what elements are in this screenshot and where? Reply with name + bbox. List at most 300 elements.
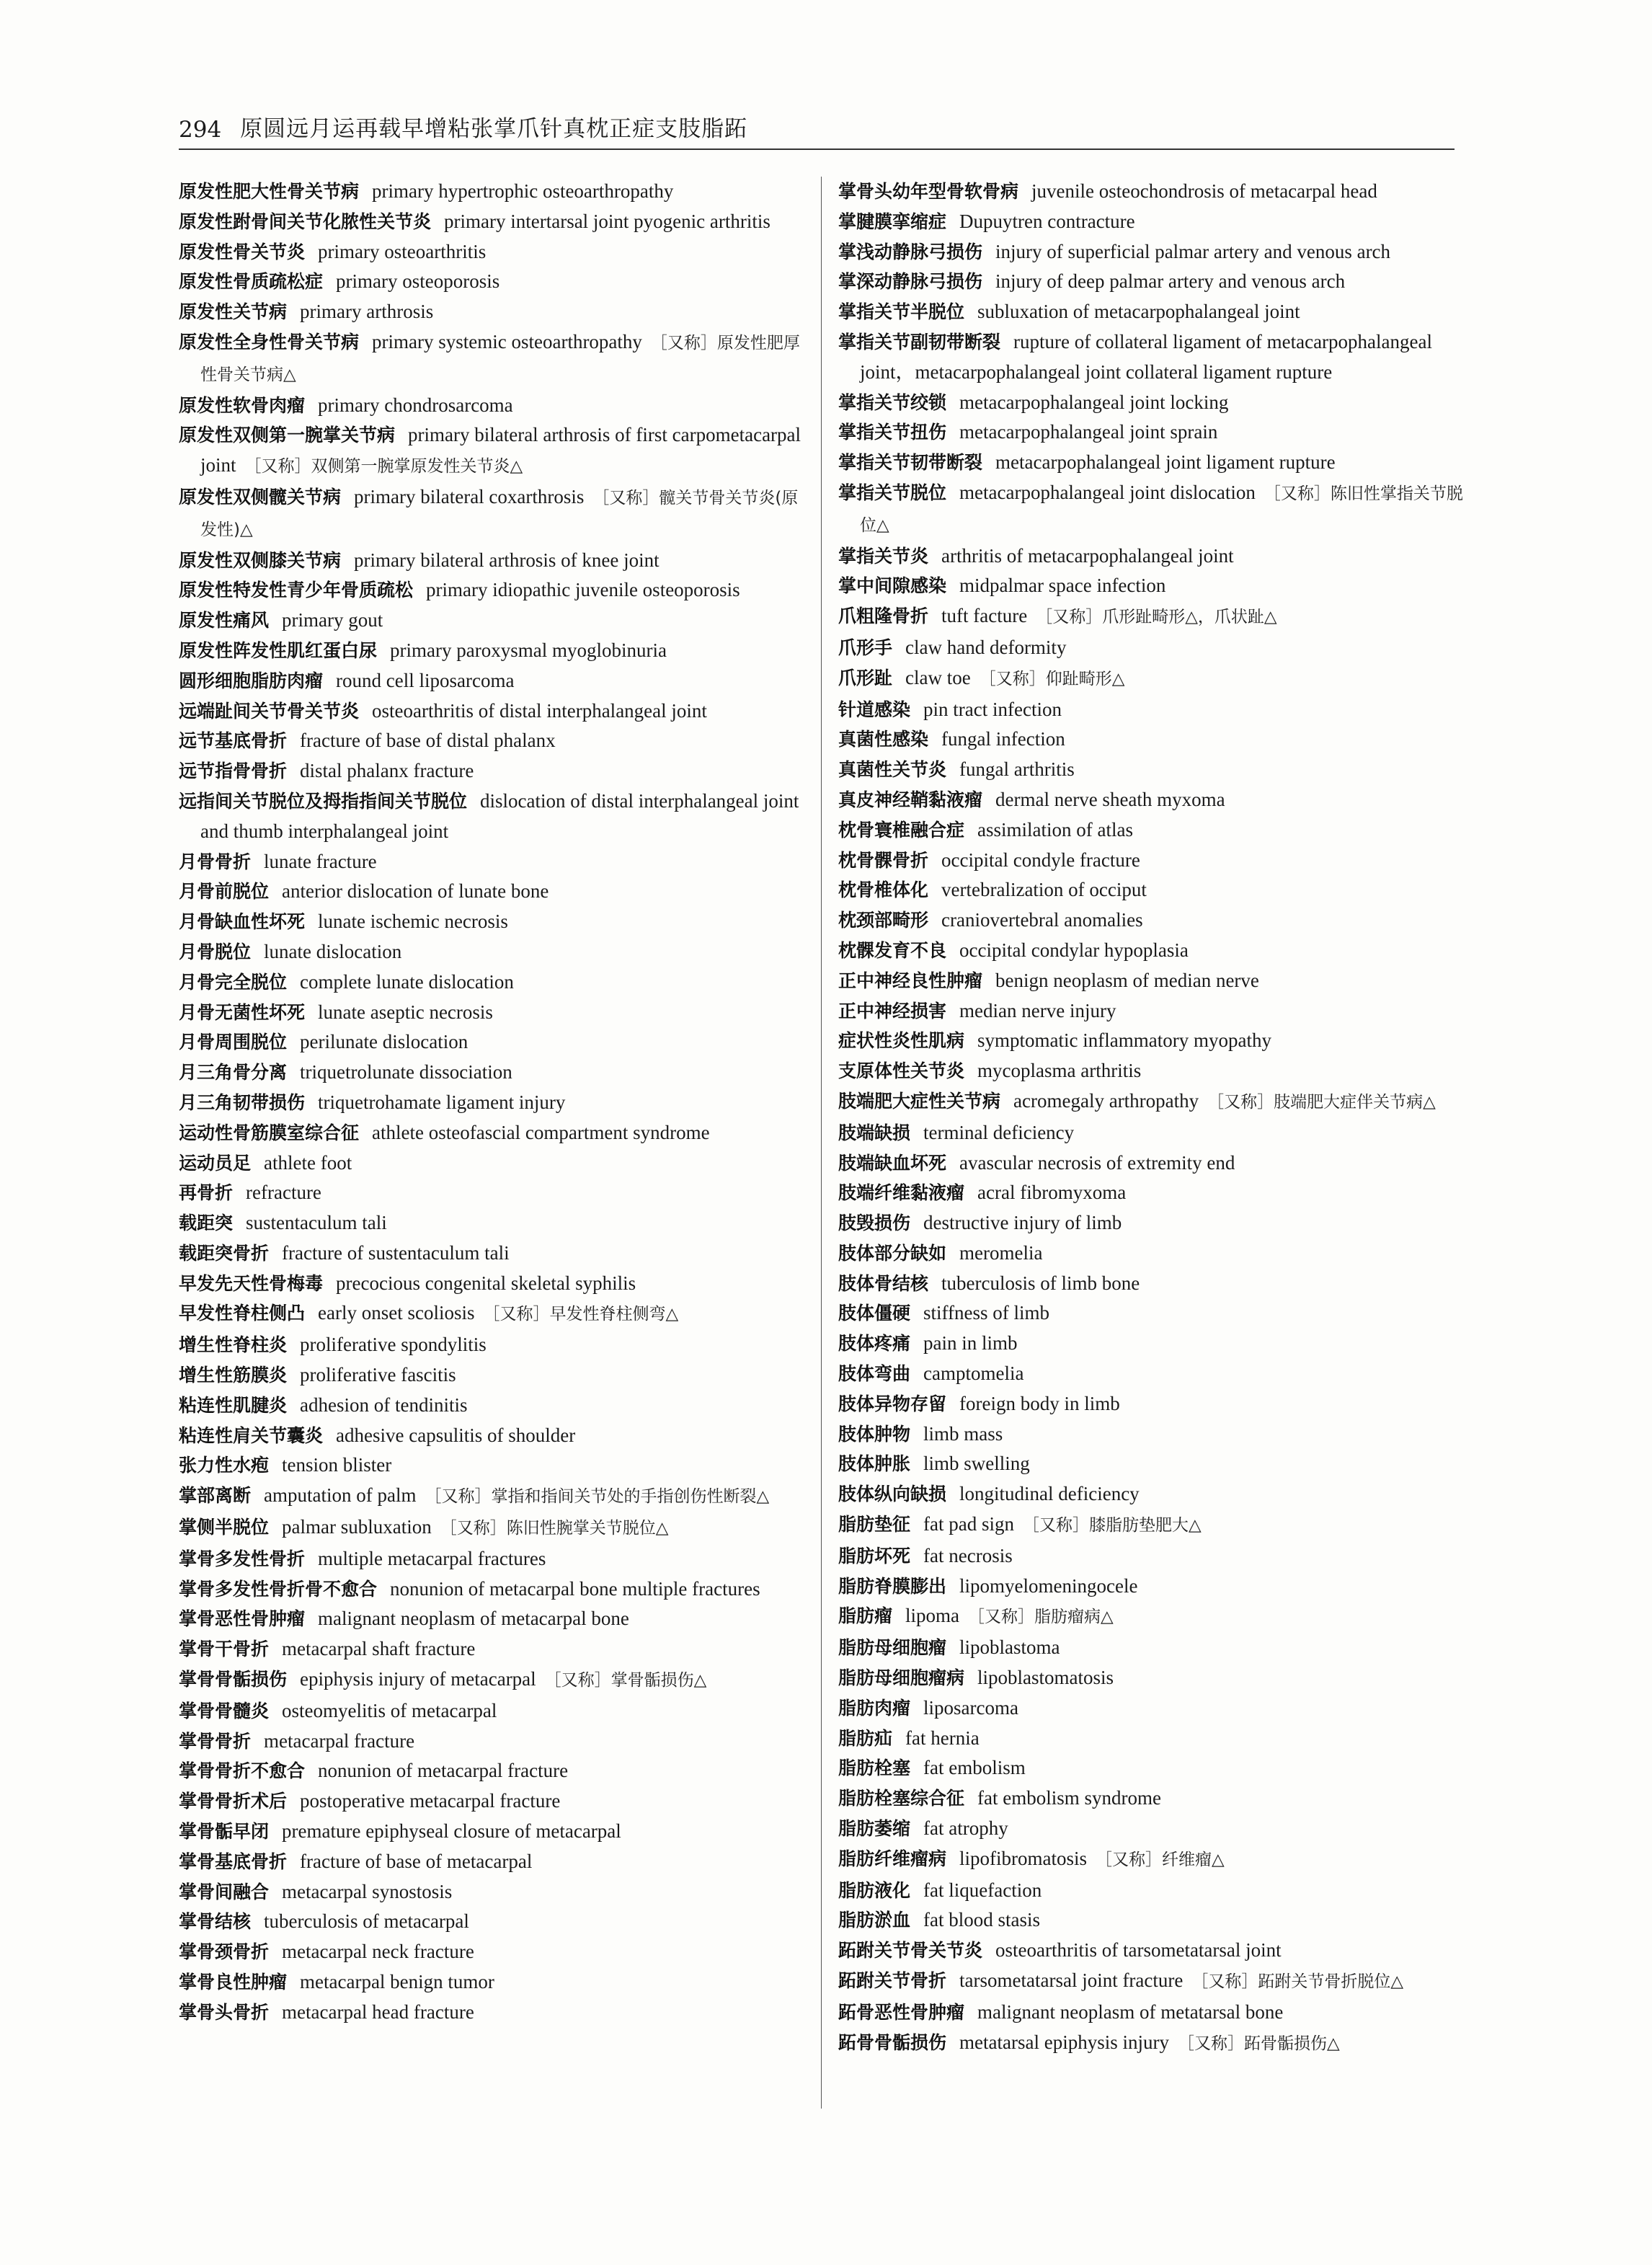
glossary-entry [179, 1907, 813, 1937]
term-english: osteoarthritis of tarsometatarsal joint [995, 1939, 1282, 1962]
term-english: fat pad sign [923, 1513, 1014, 1535]
term-english: craniovertebral anomalies [941, 909, 1143, 931]
term-english: round cell liposarcoma [336, 669, 515, 691]
glossary-entry [179, 546, 813, 576]
glossary-entry [838, 237, 1465, 267]
term-chinese: 跖骨恶性骨肿瘤 [838, 2001, 965, 2023]
glossary-entry [838, 695, 1465, 725]
term-english: adhesion of tendinitis [300, 1393, 468, 1416]
term-synonym-note: ［又称］膝脂肪垫肥大△ [1023, 1516, 1202, 1535]
term-chinese: 针道感染 [838, 699, 911, 720]
term-english: primary osteoarthritis [318, 240, 487, 262]
glossary-entry [838, 1936, 1465, 1966]
glossary-entry [838, 1693, 1465, 1724]
term-chinese: 掌骨头骨折 [179, 2001, 270, 2023]
term-english: athlete foot [264, 1151, 352, 1174]
glossary-entry [838, 1510, 1465, 1541]
glossary-entry [179, 998, 813, 1028]
glossary-entry [838, 1269, 1465, 1299]
term-chinese: 枕髁发育不良 [838, 939, 947, 961]
glossary-entry [179, 1088, 813, 1118]
glossary-entry [838, 875, 1465, 905]
term-chinese: 脂肪瘤 [838, 1605, 893, 1627]
glossary-entry [838, 1663, 1465, 1693]
term-chinese: 张力性水疱 [179, 1455, 270, 1476]
term-chinese: 掌浅动静脉弓损伤 [838, 241, 983, 262]
term-chinese: 掌骨基底骨折 [179, 1850, 288, 1872]
glossary-entry [179, 1118, 813, 1148]
term-english: early onset scoliosis [318, 1302, 475, 1324]
term-english: fracture of sustentaculum tali [282, 1241, 510, 1264]
term-english: stiffness of limb [923, 1302, 1050, 1324]
term-chinese: 掌骨多发性骨折 [179, 1548, 306, 1569]
term-chinese: 跖骨骨骺损伤 [838, 2031, 947, 2053]
term-english: primary bilateral arthrosis of first carpometacarpal joint [200, 424, 801, 477]
glossary-entry [838, 1178, 1465, 1208]
glossary-entry [179, 937, 813, 967]
term-chinese: 圆形细胞脂肪肉瘤 [179, 670, 324, 691]
term-chinese: 肢端缺血坏死 [838, 1152, 947, 1174]
glossary-entry [179, 907, 813, 937]
term-chinese: 脂肪纤维瘤病 [838, 1848, 947, 1869]
glossary-entry [179, 877, 813, 907]
term-english: multiple metacarpal fractures [318, 1547, 546, 1569]
term-chinese: 增生性脊柱炎 [179, 1334, 288, 1356]
term-chinese: 掌骨骨折不愈合 [179, 1760, 306, 1782]
term-synonym-note: ［又称］掌指和指间关节处的手指创伤性断裂△ [425, 1487, 770, 1507]
term-chinese: 枕骨椎体化 [838, 879, 929, 901]
term-chinese: 肢体骨结核 [838, 1272, 929, 1294]
term-chinese: 掌骨多发性骨折骨不愈合 [179, 1578, 378, 1600]
term-chinese: 脂肪母细胞瘤病 [838, 1667, 965, 1689]
term-synonym-note: ［又称］爪形趾畸形△，爪状趾△ [1036, 608, 1277, 627]
term-english: amputation of palm [264, 1484, 417, 1507]
glossary-entry [838, 1449, 1465, 1479]
term-chinese: 载距突 [179, 1213, 234, 1234]
term-chinese: 肢端纤维黏液瘤 [838, 1182, 965, 1204]
term-chinese: 掌指关节副韧带断裂 [838, 331, 1001, 353]
term-chinese: 月三角骨分离 [179, 1062, 288, 1083]
term-english: primary paroxysmal myoglobinuria [390, 639, 667, 661]
term-english: dermal nerve sheath myxoma [995, 788, 1225, 810]
term-synonym-note: ［又称］原发性肥厚性骨关节病△ [200, 333, 800, 384]
glossary-entry [179, 1269, 813, 1299]
term-english: primary chondrosarcoma [318, 394, 513, 416]
term-english: mycoplasma arthritis [977, 1060, 1142, 1082]
page-number: 294 [179, 117, 222, 143]
glossary-entry [179, 1481, 813, 1512]
page-header [179, 107, 1455, 150]
term-chinese: 原发性全身性骨关节病 [179, 331, 360, 353]
term-chinese: 运动性骨筋膜室综合征 [179, 1122, 360, 1143]
term-english: pain in limb [923, 1332, 1018, 1355]
term-chinese: 原发性双侧第一腕掌关节病 [179, 425, 396, 446]
term-english: lipoma [905, 1605, 960, 1627]
term-english: metacarpophalangeal joint locking [959, 391, 1229, 413]
glossary-entry [179, 1696, 813, 1727]
glossary-entry [179, 1604, 813, 1634]
glossary-entry [838, 1238, 1465, 1269]
term-english: meromelia [959, 1241, 1043, 1264]
term-chinese: 远指间关节脱位及拇指指间关节脱位 [179, 790, 468, 812]
term-english: complete lunate dislocation [300, 970, 514, 993]
term-english: injury of deep palmar artery and venous arch [995, 270, 1346, 293]
term-chinese: 肢端肥大症性关节病 [838, 1090, 1001, 1112]
glossary-entry [838, 1753, 1465, 1783]
term-chinese: 肢毁损伤 [838, 1213, 911, 1234]
glossary-entry [179, 1360, 813, 1391]
term-chinese: 载距突骨折 [179, 1242, 270, 1264]
glossary-entry [179, 847, 813, 877]
term-chinese: 肢体部分缺如 [838, 1242, 947, 1264]
term-chinese: 爪形趾 [838, 667, 893, 688]
glossary-entry [179, 1665, 813, 1696]
glossary-entry [838, 1208, 1465, 1238]
term-english: lunate ischemic necrosis [318, 910, 508, 933]
term-synonym-note: ［又称］仰趾畸形△ [979, 669, 1125, 688]
glossary-entry [179, 1208, 813, 1238]
glossary-entry [179, 666, 813, 696]
term-chinese: 掌骨间融合 [179, 1881, 270, 1902]
glossary-entry [838, 207, 1465, 237]
glossary-entry [838, 905, 1465, 936]
glossary-entry [838, 327, 1465, 388]
term-english: primary systemic osteoarthropathy [372, 330, 642, 353]
term-chinese: 月骨前脱位 [179, 881, 270, 903]
glossary-entry [179, 327, 813, 391]
term-chinese: 掌骨良性肿瘤 [179, 1972, 288, 1993]
glossary-entry [838, 1359, 1465, 1389]
term-english: primary osteoporosis [336, 270, 500, 293]
term-english: tuft facture [941, 605, 1028, 627]
term-chinese: 跖跗关节骨关节炎 [838, 1940, 983, 1962]
glossary-entry [179, 1178, 813, 1208]
term-chinese: 原发性痛风 [179, 610, 270, 631]
glossary-entry [838, 267, 1465, 297]
term-synonym-note: ［又称］跖骨骺损伤△ [1177, 2034, 1340, 2053]
term-chinese: 真菌性感染 [838, 729, 929, 750]
term-english: pin tract infection [923, 698, 1062, 720]
term-english: longitudinal deficiency [959, 1483, 1140, 1505]
glossary-entry [838, 388, 1465, 418]
glossary-entry [838, 1724, 1465, 1754]
glossary-entry [179, 606, 813, 636]
glossary-entry [838, 177, 1465, 207]
term-chinese: 真皮神经鞘黏液瘤 [838, 789, 983, 810]
glossary-entry [838, 1633, 1465, 1663]
glossary-entry [838, 1329, 1465, 1359]
term-chinese: 枕颈部畸形 [838, 910, 929, 931]
glossary-entry [838, 1419, 1465, 1450]
term-chinese: 掌指关节炎 [838, 545, 929, 567]
glossary-entry [179, 1967, 813, 1998]
term-chinese: 脂肪液化 [838, 1879, 911, 1901]
term-english: refracture [246, 1182, 321, 1204]
term-chinese: 掌指关节扭伤 [838, 422, 947, 443]
term-english: palmar subluxation [282, 1516, 432, 1538]
term-chinese: 原发性骨关节炎 [179, 241, 306, 262]
term-english: claw hand deformity [905, 636, 1067, 658]
term-english: midpalmar space infection [959, 575, 1166, 597]
glossary-entry [179, 1450, 813, 1481]
glossary-entry [838, 996, 1465, 1027]
glossary-entry [179, 1937, 813, 1967]
term-english: fat necrosis [923, 1544, 1013, 1566]
term-english: anterior dislocation of lunate bone [282, 880, 549, 903]
term-english: osteoarthritis of distal interphalangeal joint [372, 699, 707, 722]
left-column [179, 177, 813, 2028]
term-english: rupture of collateral ligament of metacarpophalangeal joint，metacarpophalangeal joint collateral ligament rupture [860, 330, 1432, 383]
glossary-entry [179, 1756, 813, 1786]
term-english: premature epiphyseal closure of metacarpal [282, 1820, 621, 1843]
glossary-entry [838, 1479, 1465, 1510]
term-english: juvenile osteochondrosis of metacarpal head [1031, 180, 1377, 202]
term-chinese: 掌骨骨折术后 [179, 1791, 288, 1812]
term-chinese: 月骨骨折 [179, 851, 252, 872]
term-english: median nerve injury [959, 999, 1116, 1021]
glossary-entry [179, 1634, 813, 1665]
glossary-entry [179, 1817, 813, 1847]
term-english: primary intertarsal joint pyogenic arthritis [444, 210, 771, 232]
term-english: primary bilateral coxarthrosis [354, 485, 585, 507]
glossary-entry [838, 1572, 1465, 1602]
term-english: foreign body in limb [959, 1392, 1120, 1414]
glossary-entry [838, 478, 1465, 541]
glossary-entry [838, 1298, 1465, 1329]
term-chinese: 跖跗关节骨折 [838, 1970, 947, 1992]
term-synonym-note: ［又称］双侧第一腕掌原发性关节炎△ [244, 457, 523, 477]
term-chinese: 原发性阵发性肌红蛋白尿 [179, 639, 378, 661]
glossary-entry [838, 1026, 1465, 1056]
term-english: lipoblastoma [959, 1636, 1060, 1659]
glossary-entry [179, 1998, 813, 2028]
term-english: vertebralization of occiput [941, 879, 1147, 901]
term-chinese: 脂肪肉瘤 [838, 1697, 911, 1719]
term-chinese: 原发性肥大性骨关节病 [179, 181, 360, 202]
term-english: postoperative metacarpal fracture [300, 1790, 561, 1812]
term-english: lunate aseptic necrosis [318, 1001, 493, 1023]
glossary-entry [838, 1966, 1465, 1998]
glossary-entry [838, 541, 1465, 572]
term-chinese: 脂肪栓塞综合征 [838, 1788, 965, 1809]
term-chinese: 月三角韧带损伤 [179, 1091, 306, 1113]
term-chinese: 运动员足 [179, 1152, 252, 1174]
glossary-entry [179, 636, 813, 666]
glossary-entry [838, 1118, 1465, 1148]
glossary-entry [838, 1783, 1465, 1814]
term-english: acral fibromyxoma [977, 1182, 1127, 1204]
glossary-entry [179, 1330, 813, 1360]
term-english: fungal arthritis [959, 758, 1075, 781]
glossary-entry [179, 1512, 813, 1544]
term-chinese: 原发性软骨肉瘤 [179, 394, 306, 416]
term-chinese: 爪形手 [838, 637, 893, 658]
term-chinese: 枕骨寰椎融合症 [838, 819, 965, 841]
term-english: primary gout [282, 609, 383, 631]
column-divider [821, 177, 822, 2109]
term-english: malignant neoplasm of metatarsal bone [977, 2000, 1284, 2023]
glossary-entry [838, 815, 1465, 846]
running-title: 原圆远月运再载早增粘张掌爪针真枕正症支肢脂跖 [240, 116, 748, 142]
term-chinese: 掌骨骨骺损伤 [179, 1669, 288, 1690]
term-english: lipoblastomatosis [977, 1667, 1114, 1689]
term-chinese: 脂肪垫征 [838, 1514, 911, 1535]
term-chinese: 脂肪脊膜膨出 [838, 1575, 947, 1597]
term-english: sustentaculum tali [246, 1212, 387, 1234]
term-chinese: 掌骨恶性骨肿瘤 [179, 1608, 306, 1630]
term-english: fat blood stasis [923, 1909, 1041, 1931]
term-chinese: 掌腱膜挛缩症 [838, 210, 947, 232]
term-chinese: 原发性跗骨间关节化脓性关节炎 [179, 210, 432, 232]
term-chinese: 掌指关节绞锁 [838, 391, 947, 413]
glossary-entry [838, 2028, 1465, 2060]
right-column [838, 177, 1465, 2059]
glossary-entry [179, 726, 813, 756]
glossary-entry [838, 1148, 1465, 1179]
term-chinese: 掌骨骨髓炎 [179, 1700, 270, 1721]
glossary-entry [838, 297, 1465, 327]
term-chinese: 枕骨髁骨折 [838, 849, 929, 871]
term-english: osteomyelitis of metacarpal [282, 1699, 497, 1721]
term-synonym-note: ［又称］髋关节骨关节炎(原发性)△ [200, 488, 799, 539]
glossary-entry [838, 1389, 1465, 1419]
glossary-entry [179, 786, 813, 847]
term-chinese: 肢体弯曲 [838, 1363, 911, 1385]
term-english: primary bilateral arthrosis of knee joint [354, 549, 660, 571]
term-chinese: 肢体僵硬 [838, 1303, 911, 1324]
term-english: tarsometatarsal joint fracture [959, 1969, 1184, 1992]
term-synonym-note: ［又称］脂肪瘤病△ [968, 1608, 1114, 1627]
term-chinese: 原发性双侧膝关节病 [179, 549, 342, 571]
term-english: fracture of base of distal phalanx [300, 730, 556, 752]
term-english: assimilation of atlas [977, 818, 1133, 841]
term-chinese: 月骨完全脱位 [179, 971, 288, 993]
term-english: metacarpal neck fracture [282, 1941, 474, 1963]
term-chinese: 增生性筋膜炎 [179, 1365, 288, 1386]
glossary-entry [838, 1876, 1465, 1906]
term-english: claw toe [905, 666, 971, 688]
term-english: primary hypertrophic osteoarthropathy [372, 180, 674, 202]
term-chinese: 远端趾间关节骨关节炎 [179, 700, 360, 722]
term-english: liposarcoma [923, 1696, 1018, 1719]
term-synonym-note: ［又称］纤维瘤△ [1096, 1850, 1225, 1869]
term-english: occipital condylar hypoplasia [959, 939, 1189, 961]
term-english: proliferative spondylitis [300, 1334, 487, 1356]
term-english: distal phalanx fracture [300, 760, 474, 782]
term-chinese: 脂肪萎缩 [838, 1818, 911, 1840]
term-english: fat hernia [905, 1727, 980, 1749]
term-synonym-note: ［又称］陈旧性腕掌关节脱位△ [440, 1519, 669, 1538]
glossary-entry [838, 1998, 1465, 2028]
term-chinese: 掌骨颈骨折 [179, 1941, 270, 1963]
term-english: injury of superficial palmar artery and venous arch [995, 240, 1391, 262]
glossary-entry [179, 391, 813, 421]
term-chinese: 正中神经损害 [838, 1000, 947, 1021]
glossary-entry [179, 297, 813, 327]
term-english: lipofibromatosis [959, 1847, 1088, 1869]
glossary-entry [838, 1844, 1465, 1876]
glossary-entry [838, 1905, 1465, 1936]
glossary-entry [179, 1877, 813, 1907]
glossary-entry [179, 482, 813, 546]
term-chinese: 掌指关节韧带断裂 [838, 452, 983, 474]
glossary-entry [179, 1298, 813, 1330]
term-chinese: 再骨折 [179, 1182, 234, 1204]
term-english: metacarpophalangeal joint dislocation [959, 481, 1256, 503]
term-synonym-note: ［又称］跖跗关节骨折脱位△ [1191, 1972, 1404, 1992]
term-chinese: 原发性双侧髋关节病 [179, 486, 342, 507]
term-english: limb swelling [923, 1453, 1030, 1475]
term-english: occipital condyle fracture [941, 848, 1140, 871]
term-english: malignant neoplasm of metacarpal bone [318, 1608, 629, 1630]
term-english: primary arthrosis [300, 301, 434, 323]
term-chinese: 原发性特发性青少年骨质疏松 [179, 580, 414, 601]
term-english: acromegaly arthropathy [1013, 1089, 1199, 1112]
glossary-entry [179, 1574, 813, 1605]
term-english: arthritis of metacarpophalangeal joint [941, 544, 1234, 567]
glossary-entry [179, 1847, 813, 1877]
term-chinese: 爪粗隆骨折 [838, 606, 929, 627]
glossary-entry [838, 571, 1465, 601]
glossary-entry [179, 237, 813, 267]
term-chinese: 脂肪淤血 [838, 1910, 911, 1931]
term-english: metacarpal shaft fracture [282, 1638, 476, 1660]
glossary-entry [838, 633, 1465, 663]
term-chinese: 肢体纵向缺损 [838, 1484, 947, 1505]
term-chinese: 肢体异物存留 [838, 1393, 947, 1414]
term-chinese: 掌指关节脱位 [838, 482, 947, 503]
term-english: metacarpal synostosis [282, 1880, 453, 1902]
term-english: primary idiopathic juvenile osteoporosis [426, 579, 740, 601]
term-english: benign neoplasm of median nerve [995, 969, 1259, 991]
term-english: nonunion of metacarpal bone multiple fractures [390, 1577, 760, 1600]
term-english: metacarpophalangeal joint sprain [959, 421, 1218, 443]
glossary-entry [179, 1058, 813, 1088]
term-english: lipomyelomeningocele [959, 1574, 1138, 1597]
glossary-entry [838, 601, 1465, 633]
term-english: tension blister [282, 1454, 392, 1476]
glossary-entry [838, 966, 1465, 996]
term-english: triquetrohamate ligament injury [318, 1091, 566, 1113]
term-english: nonunion of metacarpal fracture [318, 1760, 569, 1782]
term-chinese: 月骨周围脱位 [179, 1032, 288, 1053]
term-chinese: 掌指关节半脱位 [838, 301, 965, 323]
glossary-entry [179, 1786, 813, 1817]
glossary-entry [179, 420, 813, 482]
term-english: perilunate dislocation [300, 1031, 468, 1053]
glossary-entry [179, 1544, 813, 1574]
glossary-entry [179, 696, 813, 727]
term-english: fat atrophy [923, 1817, 1008, 1840]
glossary-entry [838, 1814, 1465, 1844]
term-english: tuberculosis of metacarpal [264, 1910, 469, 1933]
term-english: epiphysis injury of metacarpal [300, 1668, 536, 1690]
term-chinese: 早发性脊柱侧凸 [179, 1303, 306, 1324]
term-chinese: 月骨缺血性坏死 [179, 911, 306, 933]
term-english: fracture of base of metacarpal [300, 1850, 533, 1872]
term-english: fat liquefaction [923, 1879, 1042, 1901]
term-english: athlete osteofascial compartment syndrome [372, 1121, 710, 1143]
glossary-entry [179, 756, 813, 786]
term-english: metacarpal head fracture [282, 2000, 474, 2023]
term-english: metacarpal benign tumor [300, 1971, 494, 1993]
term-chinese: 脂肪母细胞瘤 [838, 1637, 947, 1659]
term-chinese: 支原体性关节炎 [838, 1060, 965, 1082]
term-chinese: 原发性关节病 [179, 301, 288, 323]
glossary-entry [838, 663, 1465, 695]
term-chinese: 月骨脱位 [179, 941, 252, 962]
term-chinese: 早发先天性骨梅毒 [179, 1272, 324, 1294]
